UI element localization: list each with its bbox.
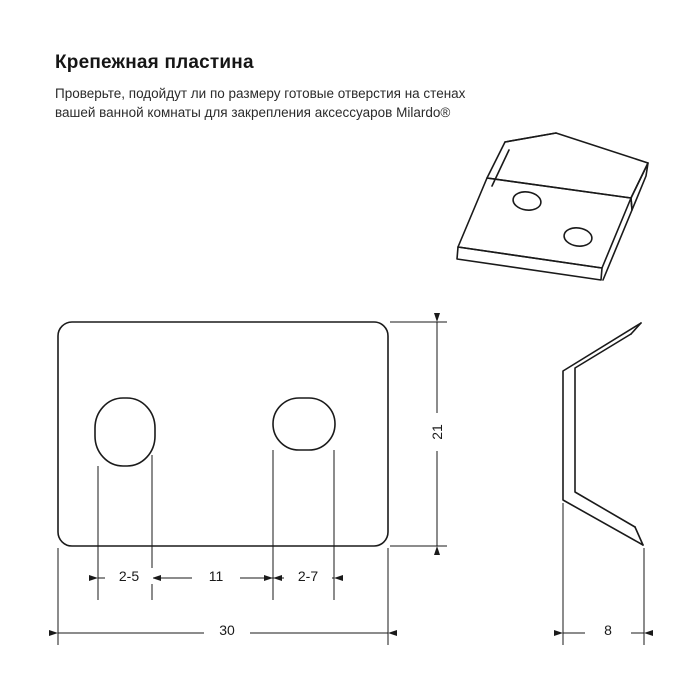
iso-hole-right xyxy=(563,226,593,248)
iso-back-panel xyxy=(487,133,648,198)
mounting-plate-front-view xyxy=(58,322,388,546)
dim-label-8: 8 xyxy=(585,622,631,638)
iso-right-edge xyxy=(603,198,632,280)
front-hole-left xyxy=(95,398,155,466)
dim-label-2-5: 2-5 xyxy=(105,568,153,584)
dim-label-30: 30 xyxy=(204,622,250,638)
dim-label-11: 11 xyxy=(192,568,240,584)
iso-front-lip xyxy=(457,247,602,280)
front-hole-right xyxy=(273,398,335,450)
page-title: Крепежная пластина xyxy=(55,52,254,73)
front-plate-outline xyxy=(58,322,388,546)
side-profile-inner xyxy=(575,334,635,527)
iso-base-top-face xyxy=(458,178,631,268)
iso-hole-left xyxy=(512,190,542,212)
dim-label-21: 21 xyxy=(425,413,449,451)
mounting-plate-side-view xyxy=(563,323,643,545)
dim-label-2-7: 2-7 xyxy=(284,568,332,584)
mounting-plate-isometric-view xyxy=(457,133,648,280)
iso-top-edge xyxy=(505,133,556,142)
iso-right-fold xyxy=(631,163,648,210)
front-view-dimension-lines xyxy=(58,322,437,633)
description-line-2: вашей ванной комнаты для закрепления аксессуаров Milardo® xyxy=(55,105,451,120)
description-line-1: Проверьте, подойдут ли по размеру готовые отверстия на стенах xyxy=(55,86,466,101)
